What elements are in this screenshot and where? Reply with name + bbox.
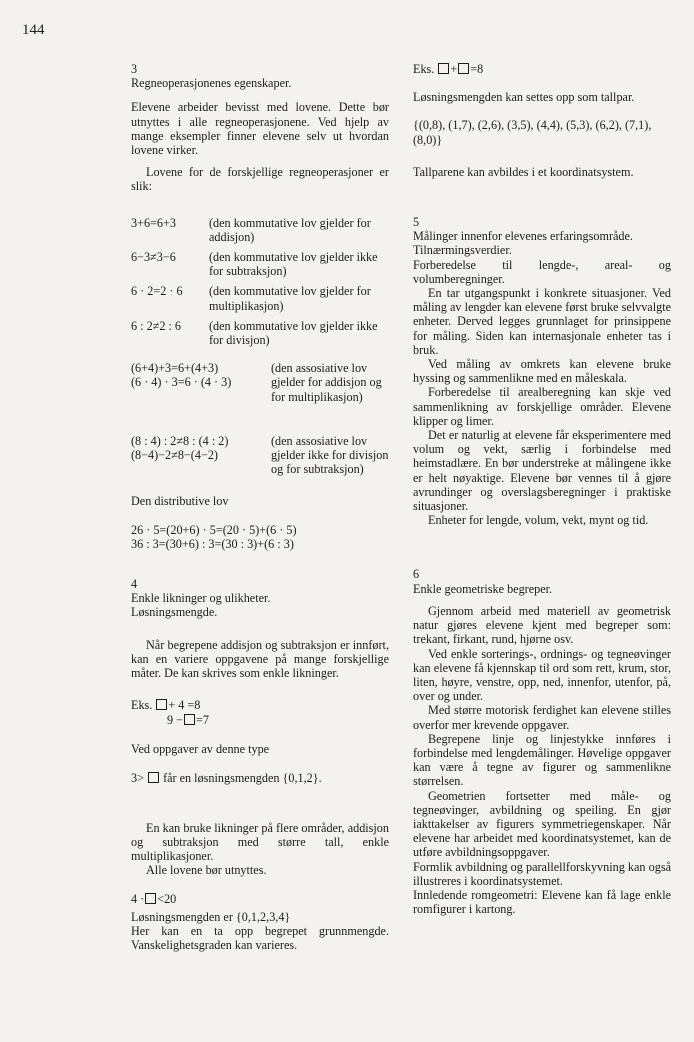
associative-description: (den assosiative lov gjelder ikke for divisjon og for subtraksjon) — [271, 433, 389, 477]
section-6-paragraph-6: Formlik avbildning og parallellforskyvning kan også illustreres i koordinatsystemet. — [413, 859, 671, 888]
associative-equation: (6 · 4) · 3=6 · (4 · 3) — [131, 375, 232, 390]
section-4-paragraph-1: Når begrepene addisjon og subtraksjon er innført, kan en variere oppgavene på mange forskjellige måter. De kan skrives som enkle likninger. — [131, 637, 389, 681]
law-row — [131, 319, 389, 347]
law-equation: 6 : 2≠2 : 6 — [131, 318, 182, 333]
section-5-subtitle-1: Tilnærmingsverdier. — [413, 243, 512, 258]
section-4-paragraph-2: Ved oppgaver av denne type — [131, 742, 270, 757]
law-row — [131, 284, 389, 312]
law-equation: 6−3≠3−6 — [131, 250, 176, 265]
section-3-number: 3 — [131, 62, 138, 76]
section-4-paragraph-3: En kan bruke likninger på flere områder, addisjon og subtraksjon med større tall, enkle multiplikasjoner. — [131, 820, 389, 864]
associative-equation: (6+4)+3=6+(4+3) — [131, 361, 219, 376]
section-3-title: Regneoperasjonenes egenskaper. — [131, 76, 292, 91]
section-5-paragraph-5: Enheter for lengde, volum, vekt, mynt og tid. — [428, 513, 649, 528]
law-equation: 3+6=6+3 — [131, 215, 176, 230]
section-3-paragraph-2: Lovene for de forskjellige regneoperasjoner er slik: — [131, 165, 389, 194]
section-5-number: 5 — [413, 215, 420, 230]
associative-law-1 — [131, 361, 389, 404]
empty-box-icon — [156, 699, 167, 710]
distributive-equation: 36 : 3=(30+6) : 3=(30 : 3)+(6 : 3) — [131, 536, 294, 551]
section-5-subtitle-2: Forberedelse til lengde-, areal- og volumberegninger. — [413, 257, 671, 286]
law-equation: 6 · 2=2 · 6 — [131, 284, 183, 299]
commutative-laws — [131, 216, 389, 348]
law-description: (den kommutative lov gjelder ikke for divisjon) — [209, 318, 378, 348]
number-pairs: {(0,8), (1,7), (2,6), (3,5), (4,4), (5,3), (6,2), (7,1), (8,0)} — [413, 118, 652, 147]
section-4-title: Enkle likninger og ulikheter. — [131, 591, 271, 606]
right-column — [413, 62, 671, 916]
section-5-paragraph-3: Forberedelse til arealberegning kan skje ved sammenlikning av forskjellige områder. Elevene klipper og limer. — [413, 385, 671, 428]
associative-equation: (8 : 4) : 2≠8 : (4 : 2) — [131, 433, 229, 448]
associative-equations — [131, 361, 271, 404]
section-6-paragraph-2: Ved enkle sorterings-, ordnings- og tegneøvinger kan elevene få kjennskap til ord som rett, krum, stor, liten, høyre, venstre, opp, ned, innenfor, utenfor, på, over og under. — [413, 646, 671, 704]
section-4-task — [131, 771, 389, 785]
law-description: (den kommutative lov gjelder for multiplikasjon) — [209, 284, 371, 313]
empty-box-icon — [184, 714, 195, 725]
section-6-paragraph-1: Gjennom arbeid med materiell av geometrisk natur gjøres elevene kjent med begreper som: trekant, firkant, rund, hjørne osv. — [413, 603, 671, 647]
section-6-paragraph-3: Med større motorisk ferdighet kan elevene stilles overfor mer krevende oppgaver. — [413, 703, 671, 732]
section-6-paragraph-7: Innledende romgeometri: Elevene kan få lage enkle romfigurer i kartong. — [413, 887, 671, 917]
inequality-right: <20 — [157, 891, 177, 906]
section-6-paragraph-5: Geometrien fortsetter med måle- og tegneøvinger, avbildning og speiling. En gjør iakttakelser av figurers symmetriegenskaper. Når elevene har arbeidet med koordinatsystemet, kan de utføre avbildningsoppgaver. — [413, 788, 671, 860]
plus-sign: + — [450, 62, 458, 76]
task-solution: får en løsningsmengden {0,1,2}. — [163, 770, 322, 785]
empty-box-icon — [145, 893, 156, 904]
example-equation-2a: 9 − — [167, 713, 184, 728]
law-description: (den kommutative lov gjelder for addisjon) — [209, 215, 371, 244]
task-inequality: 3> — [131, 770, 144, 785]
associative-equations — [131, 434, 271, 477]
associative-description: (den assosiative lov gjelder for addisjon og for multiplikasjon) — [271, 361, 382, 404]
section-5-paragraph-1: En tar utgangspunkt i konkrete situasjoner. Ved måling av lengder kan elevene først bruke selvvalgte enheter. Derved legges grunnlaget for prinsippene for måling. Siden kan internasjonale enheter tas i bruk. — [413, 286, 671, 357]
section-5-paragraph-2: Ved måling av omkrets kan elevene bruke hyssing og sammenlikne med en måleskala. — [413, 357, 671, 386]
law-row — [131, 250, 389, 278]
associative-law-2 — [131, 434, 389, 477]
section-5-paragraph-4: Det er naturlig at elevene får eksperimentere med volum og vekt, særlig i forbindelse med heimstadlære. En bør understreke at målingene ikke er helt nøyaktige. Elevene bør vennes til å gjøre avrundinger og overslagsberegninger i praktiske situasjoner. — [413, 428, 671, 514]
page-number: 144 — [22, 22, 45, 38]
section-5-title: Målinger innenfor elevenes erfaringsområde. — [413, 229, 633, 244]
example-equations — [131, 698, 389, 728]
inequality-example — [131, 892, 389, 906]
section-6-title: Enkle geometriske begreper. — [413, 581, 553, 596]
empty-box-icon — [148, 772, 159, 783]
example-result: =8 — [470, 62, 484, 76]
section-4-paragraph-5: Løsningsmengden er {0,1,2,3,4} — [131, 909, 291, 924]
left-column — [131, 62, 389, 952]
inequality-left: 4 · — [131, 891, 145, 906]
example-label: Eks. — [131, 698, 153, 713]
section-3-paragraph-1: Elevene arbeider bevisst med lovene. Dette bør utnyttes i alle regneoperasjonene. Ved hjelp av mange eksempler finner elevene selv ut hvordan lovene virker. — [131, 100, 389, 158]
distributive-title: Den distributive lov — [131, 494, 229, 509]
law-row — [131, 216, 389, 244]
example-label: Eks. — [413, 62, 435, 76]
section-6-paragraph-4: Begrepene linje og linjestykke innføres i forbindelse med lengdemålinger. Høvelige oppgaver kan være å tegne av figurer og sammenlikne størrelsen. — [413, 731, 671, 789]
section-4-subtitle: Løsningsmengde. — [131, 605, 218, 620]
right-paragraph-2: Tallparene kan avbildes i et koordinatsystem. — [413, 164, 634, 179]
right-paragraph-1: Løsningsmengden kan settes opp som tallpar. — [413, 90, 635, 105]
empty-box-icon — [458, 63, 469, 74]
right-example — [413, 62, 671, 76]
empty-box-icon — [438, 63, 449, 74]
section-4-paragraph-6: Her kan en ta opp begrepet grunnmengde. Vanskelighetsgraden kan varieres. — [131, 923, 389, 953]
law-description: (den kommutative lov gjelder ikke for subtraksjon) — [209, 250, 378, 279]
section-4-number: 4 — [131, 577, 138, 592]
example-equation-2b: =7 — [196, 713, 209, 728]
section-4-paragraph-4: Alle lovene bør utnyttes. — [146, 863, 267, 878]
associative-equation: (8−4)−2≠8−(4−2) — [131, 448, 218, 463]
distributive-equation: 26 · 5=(20+6) · 5=(20 · 5)+(6 · 5) — [131, 522, 297, 537]
section-6-number: 6 — [413, 567, 420, 582]
example-equation-1: + 4 =8 — [168, 698, 201, 713]
